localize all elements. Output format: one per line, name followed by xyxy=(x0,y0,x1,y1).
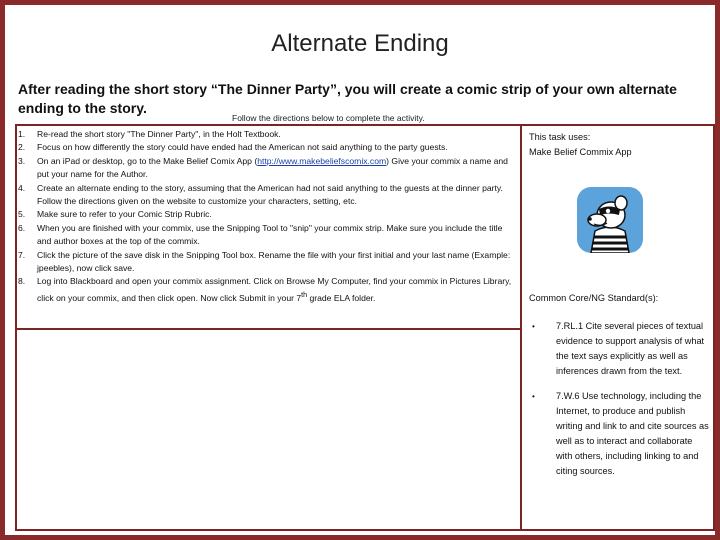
column-divider xyxy=(520,124,522,531)
comix-link[interactable]: http://www.makebeliefscomix.com xyxy=(257,155,387,166)
page-title: Alternate Ending xyxy=(271,30,449,57)
list-item: • 7.W.6 Use technology, including the Internet, to produce and publish writing and link to and cite sources as well as to interact and collaborate with others, including linking to and citing sources. xyxy=(529,389,709,479)
standards-heading: Common Core/NG Standard(s): xyxy=(529,293,659,303)
bullet-icon: • xyxy=(532,322,535,331)
bullet-icon: • xyxy=(532,392,535,401)
list-item: 4. Create an alternate ending to the story, assuming that the American had not said anything to the guests at the dinner party. Follow the directions given on the website to customize your characters, setting, etc. xyxy=(18,182,503,207)
list-item: 6. When you are finished with your commix, use the Snipping Tool to "snip" your commix strip. Make sure you include the title and author boxes at the top of the commix. xyxy=(18,222,503,247)
uses-label: This task uses: xyxy=(529,132,591,142)
intro-text: After reading the short story “The Dinner Party”, you will create a comic strip of your own alternate ending to the story. xyxy=(18,81,677,116)
list-item: 3. On an iPad or desktop, go to the Make Belief Comix App (http://www.makebeliefscomix.com) Give your commix a name and put your name for the Author. xyxy=(18,155,508,180)
list-item: 7. Click the picture of the save disk in the Snipping Tool box. Rename the file with your first initial and your last name (Example: jpeebles), now click save. xyxy=(18,249,511,274)
uses-app-name: Make Belief Commix App xyxy=(529,147,632,157)
list-item: • 7.RL.1 Cite several pieces of textual evidence to support analysis of what the text says explicitly as well as inferences drawn from the text. xyxy=(529,319,709,379)
list-item: 8. Log into Blackboard and open your commix assignment. Click on Browse My Computer, find your commix in Pictures Library, click on your commix, and then click open. Now click Submit in your 7th grade ELA folder. xyxy=(18,276,512,303)
list-item: 1. Re-read the short story "The Dinner Party", in the Holt Textbook. xyxy=(18,129,281,139)
list-item: 5. Make sure to refer to your Comic Strip Rubric. xyxy=(18,209,212,220)
standards-list xyxy=(529,319,709,489)
directions-note: Follow the directions below to complete the activity. xyxy=(232,113,425,123)
make-belief-comix-app-icon xyxy=(577,187,643,253)
steps-list xyxy=(18,128,518,305)
task-uses xyxy=(529,130,632,160)
list-item: 2. Focus on how differently the story could have ended had the American not said anything to the party guests. xyxy=(18,142,448,153)
